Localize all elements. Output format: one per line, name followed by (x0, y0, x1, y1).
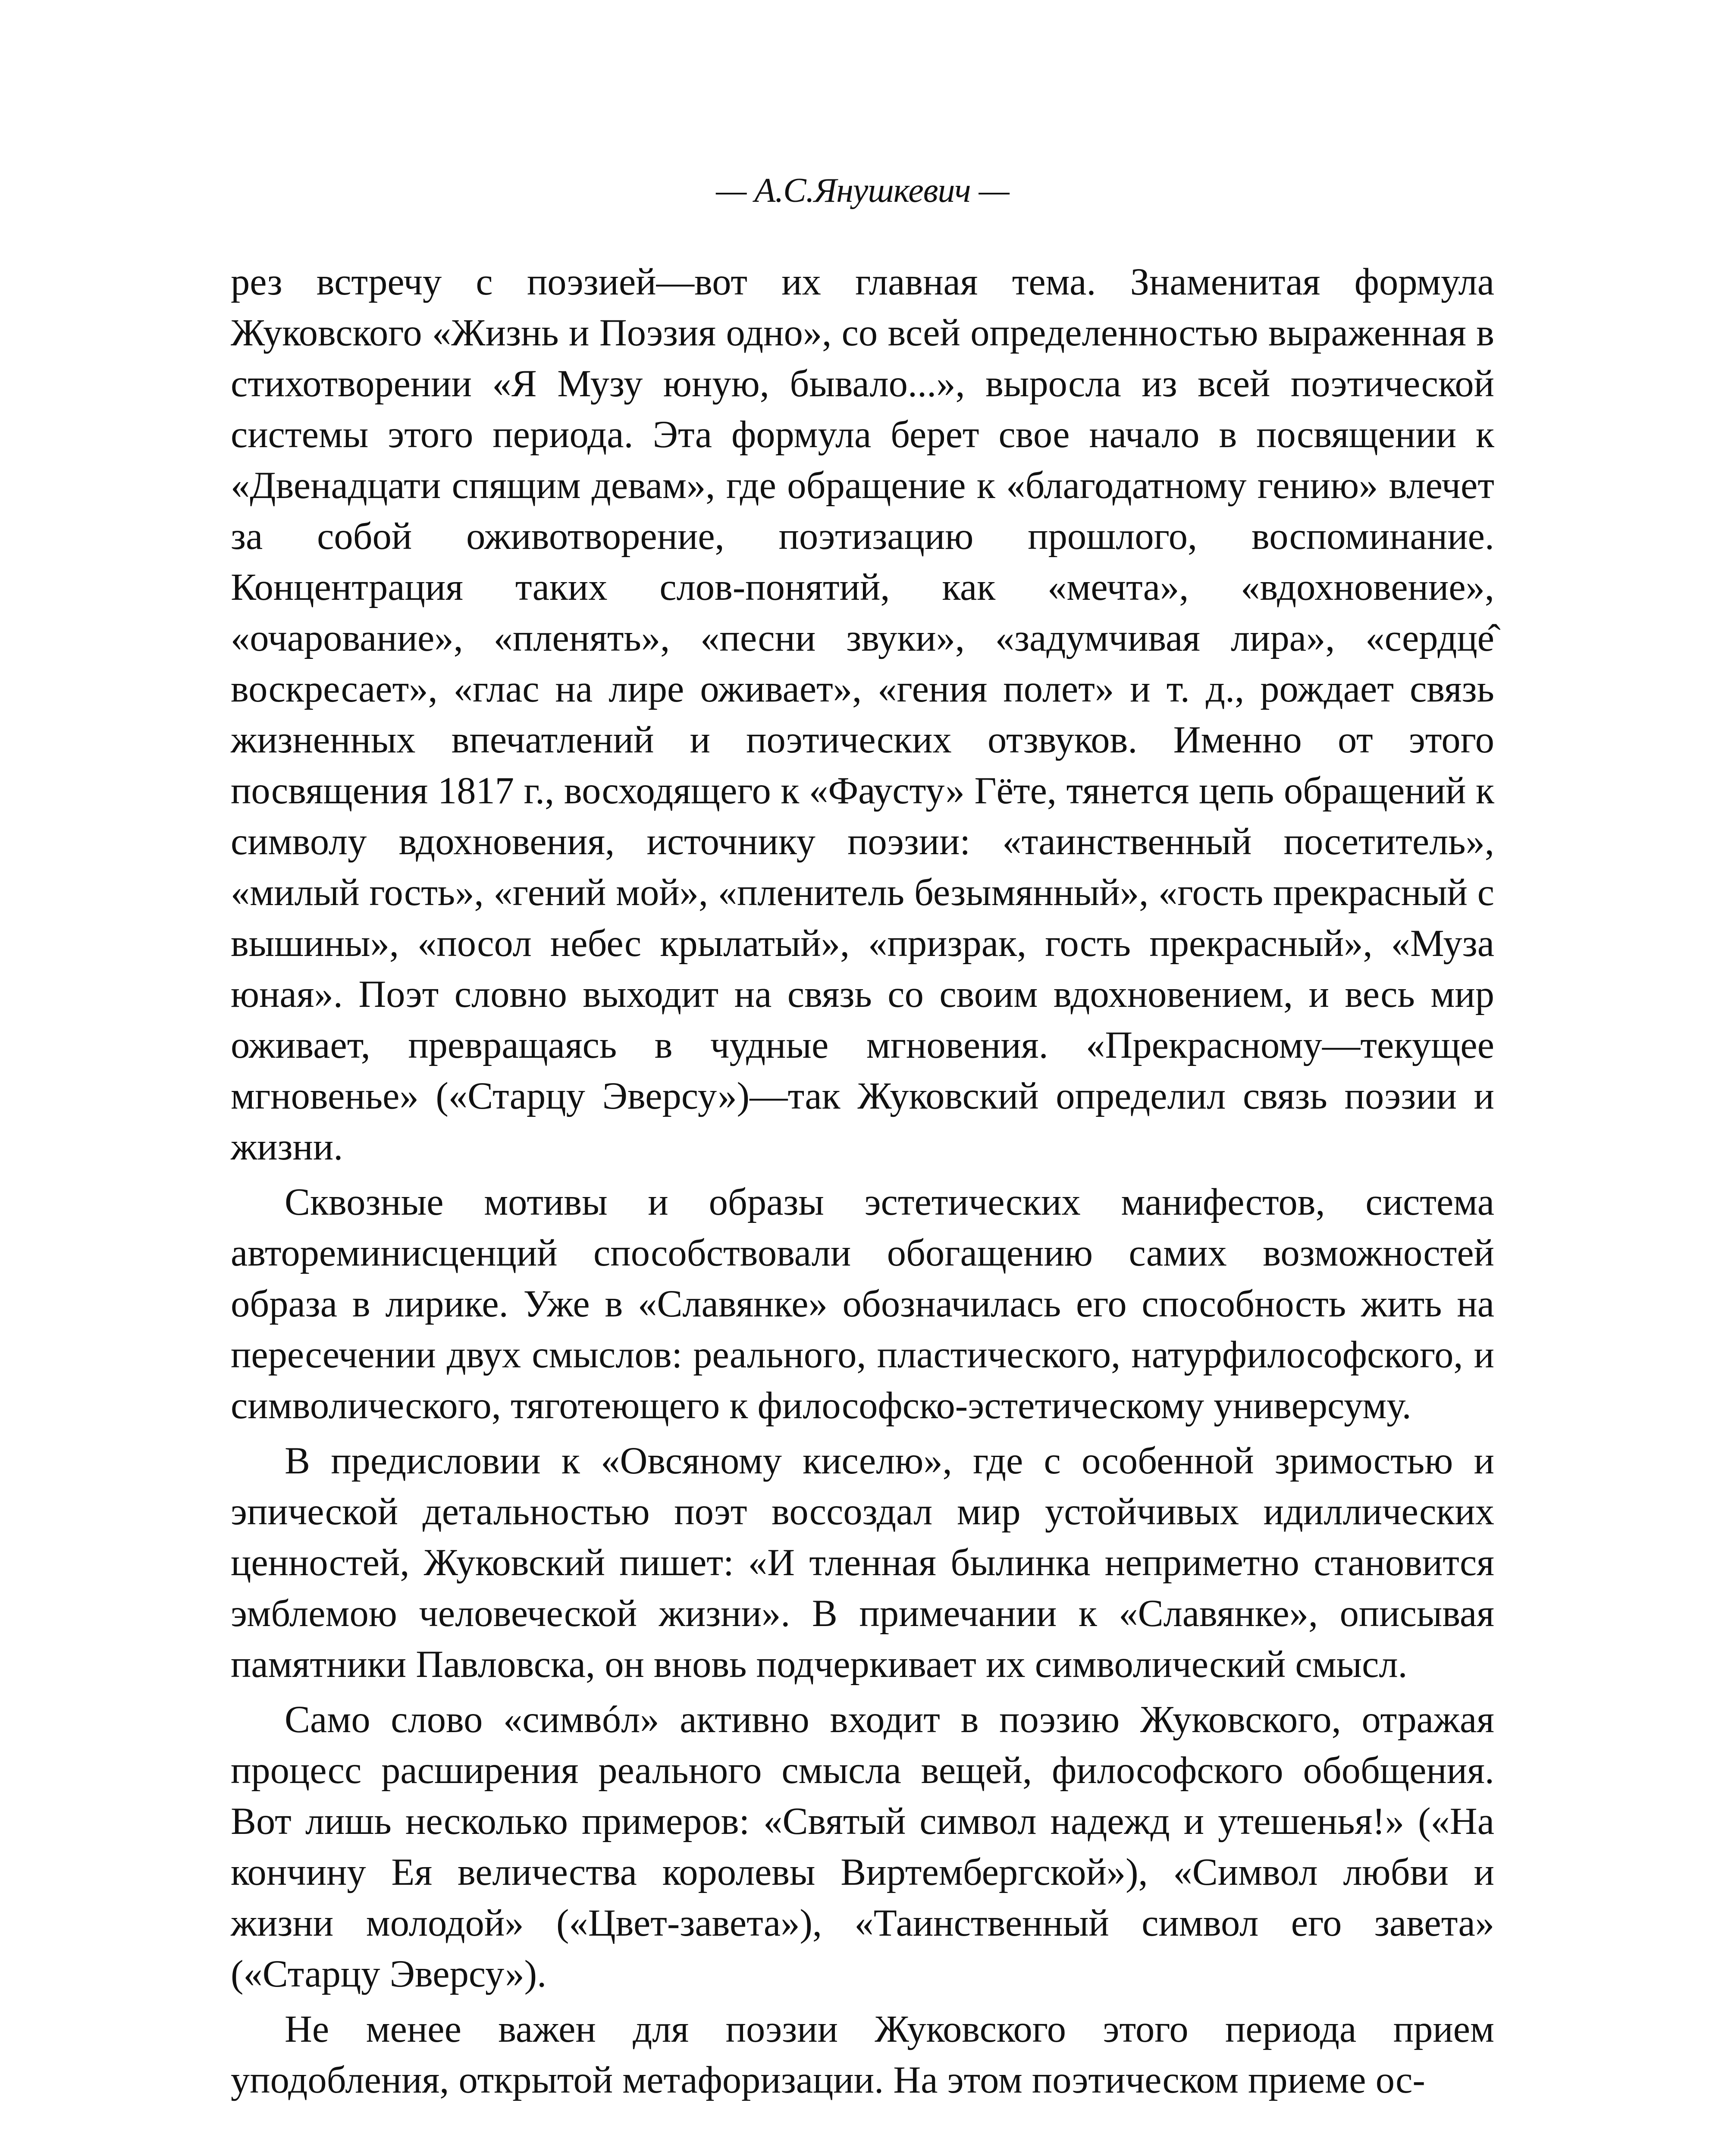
main-text (231, 257, 1494, 2110)
paragraph: В предисловии к «Овсяному киселю», где с особенной зримостью и эпической детальностью поэт воссоздал мир устойчивых идиллических ценностей, Жуковский пишет: «И тленная былинка неприметно становится эмблемою человеческой жизни». В примечании к «Славянке», описывая памятники Павловска, он вновь подчеркивает их символический смысл. (231, 1440, 1494, 1686)
paragraph: рез встречу с поэзией—вот их главная тема. Знаменитая формула Жуковского «Жизнь и Поэзия одно», со всей определенностью выраженная в стихотворении «Я Музу юную, бывало...», выросла из всей поэтической системы этого периода. Эта формула берет свое начало в посвящении к «Двенадцати спящим девам», где обращение к «благодатному гению» влечет за собой оживотворение, поэтизацию прошлого, воспоминание. Концентрация таких слов-понятий, как «мечта», «вдохновение», «очарование», «пленять», «песни звуки», «задумчивая лира», «сердце̂ воскресает», «глас на лире оживает», «гения полет» и т. д., рождает связь жизненных впечатлений и поэтических отзвуков. Именно от этого посвящения 1817 г., восходящего к «Фаусту» Гёте, тянется цепь обращений к символу вдохновения, источнику поэзии: «таинственный посетитель», «милый гость», «гений мой», «пленитель безымянный», «гость прекрасный с вышины», «посол небес крылатый», «призрак, гость прекрасный», «Муза юная». Поэт словно выходит на связь со своим вдохновением, и весь мир оживает, превращаясь в чудные мгновения. «Прекрасному—текущее мгновенье» («Старцу Эверсу»)—так Жуковский определил связь поэзии и жизни. (231, 261, 1494, 1168)
running-header: — А.С.Янушкевич — (716, 172, 1009, 210)
paragraph: Не менее важен для поэзии Жуковского этого периода прием уподобления, открытой метафоризации. На этом поэтическом приеме ос- (231, 2008, 1494, 2101)
paragraph: Сквозные мотивы и образы эстетических манифестов, система автореминисценций способствовали обогащению самих возможностей образа в лирике. Уже в «Славянке» обозначилась его способность жить на пересечении двух смыслов: реального, пластического, натурфилософского, и символического, тяготеющего к философско-эстетическому универсуму. (231, 1181, 1494, 1427)
paragraph: Само слово «симвóл» активно входит в поэзию Жуковского, отражая процесс расширения реального смысла вещей, философского обобщения. Вот лишь несколько примеров: «Святый символ надежд и утешенья!» («На кончину Ея величества королевы Виртембергской»), «Символ любви и жизни молодой» («Цвет-завета»), «Таинственный символ его завета» («Старцу Эверсу»). (231, 1698, 1494, 1995)
